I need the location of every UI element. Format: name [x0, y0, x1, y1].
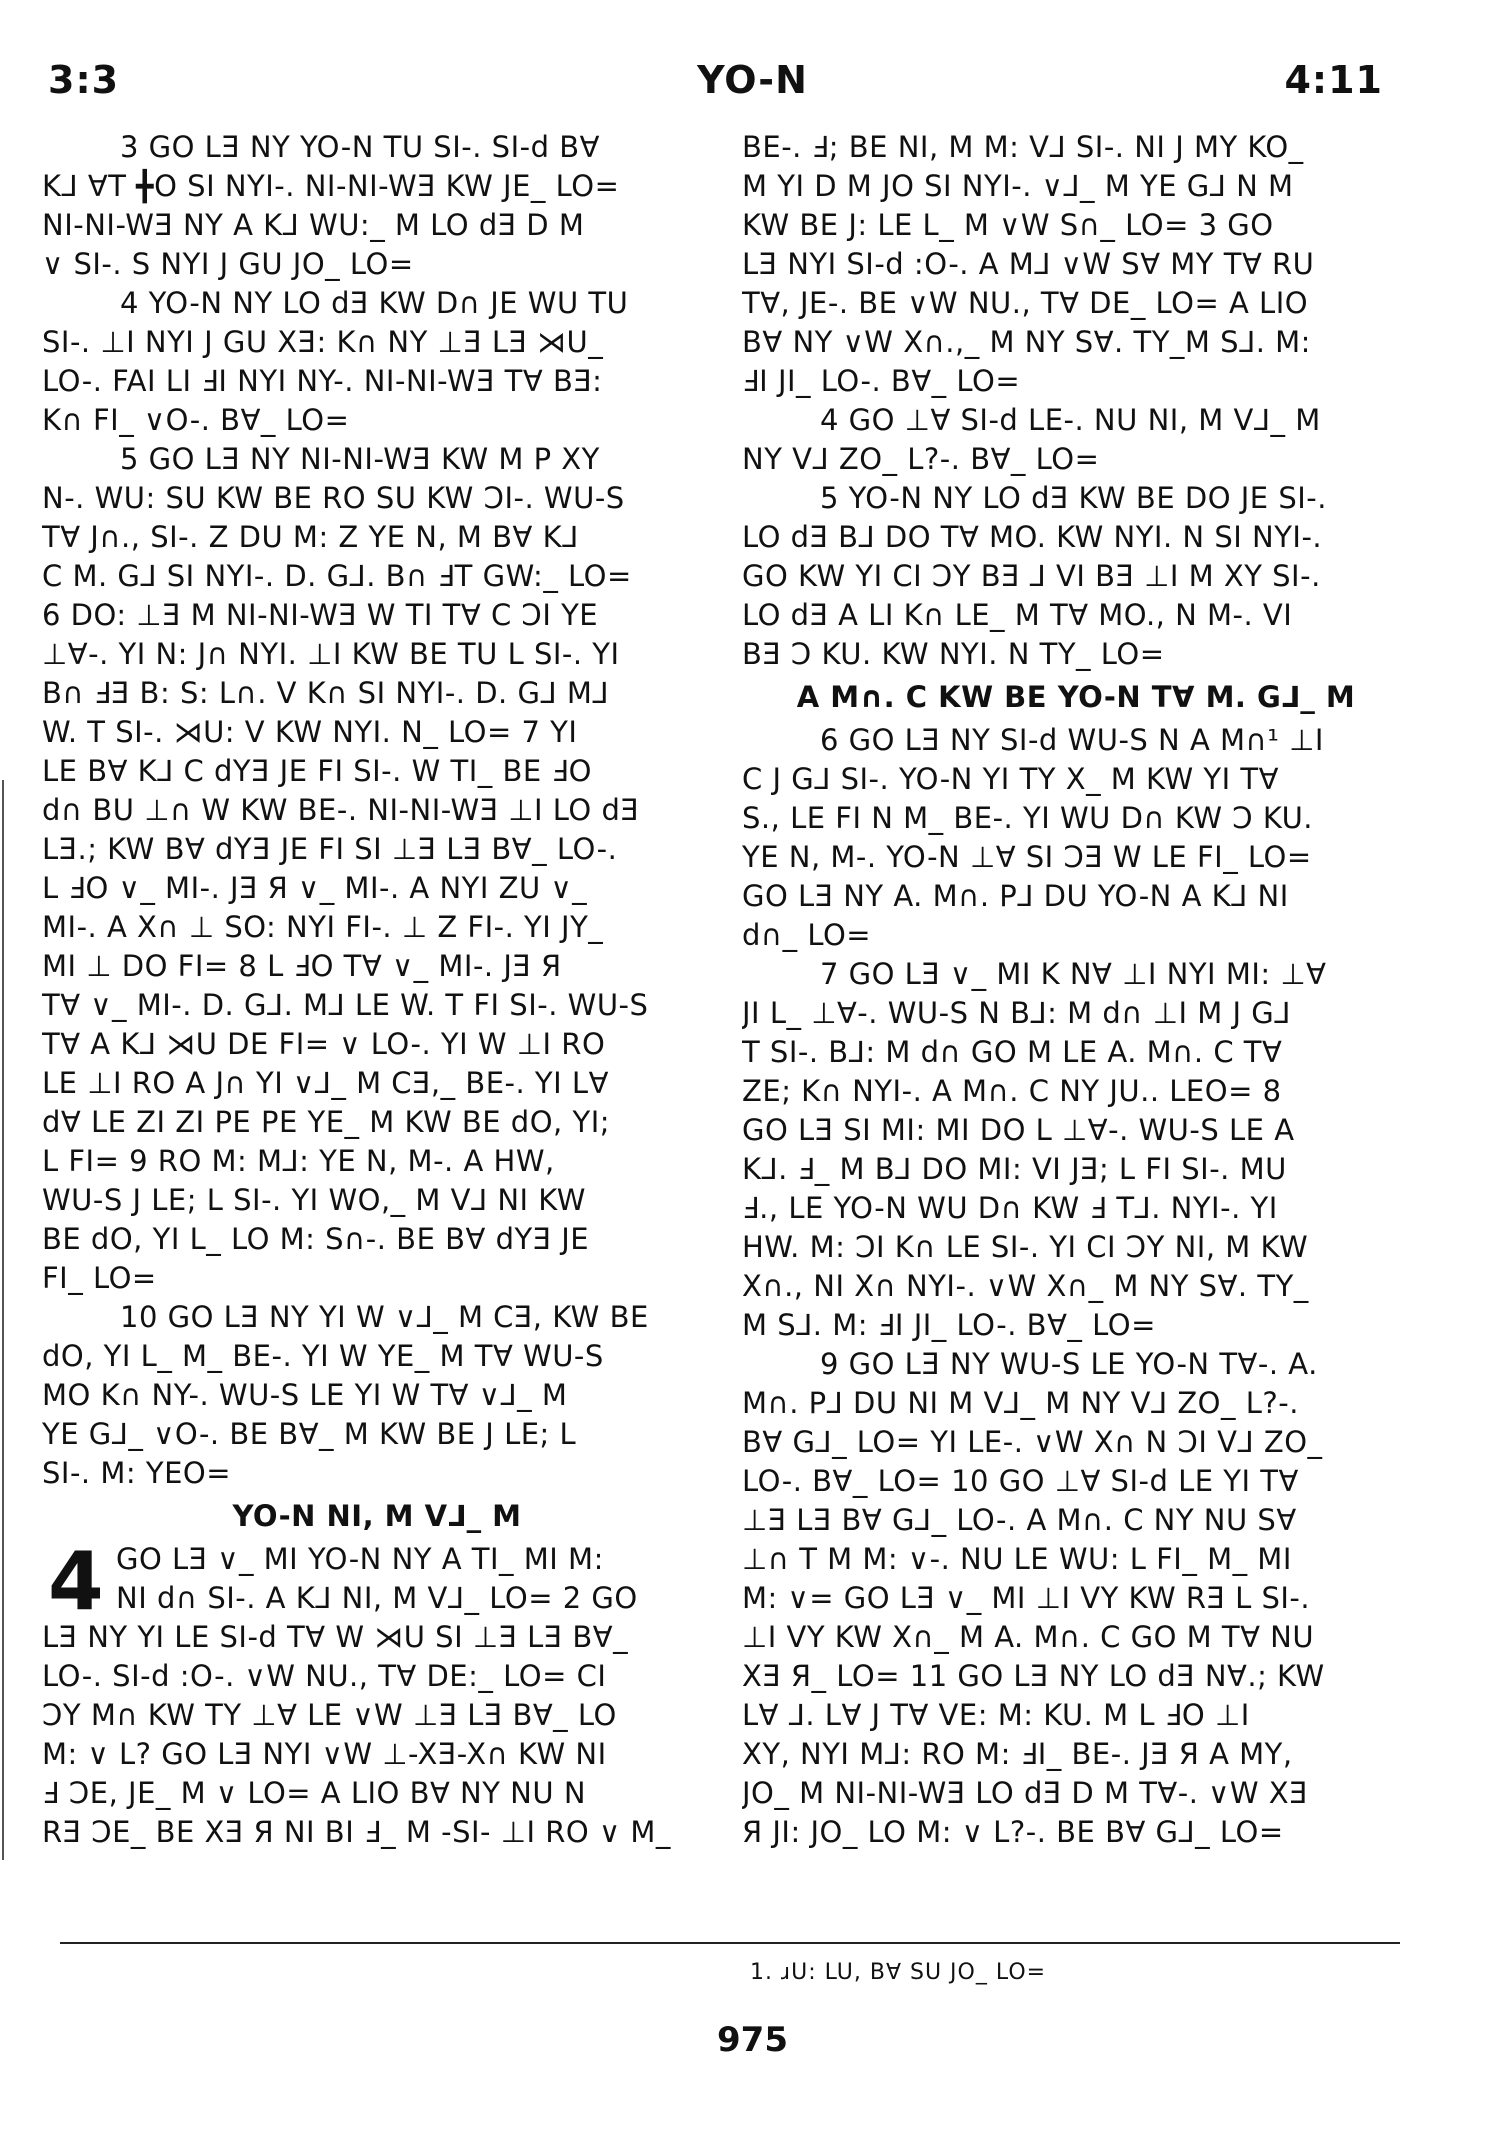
- text-line: LƎ NYI SI-d :O-. A M⅃ ∨W S∀ MY T∀ RU: [742, 247, 1315, 281]
- text-line: XƎ Я_ LO= 11 GO LƎ NY LO dƎ N∀.; KW: [742, 1659, 1325, 1693]
- right-column: [742, 128, 1410, 1852]
- text-line: 6 DO: ⊥Ǝ M NI-NI-WƎ W TI T∀ C ƆI YE: [42, 598, 599, 632]
- text-line: T∀ A K⅃ ⋊U DE FI= ∨ LO-. YI W ⊥I RO: [42, 1027, 606, 1061]
- text-line: B∀ G⅃_ LO= YI LE-. ∨W X∩ N ƆI V⅃ ZO_: [742, 1425, 1323, 1459]
- left-column: [42, 128, 712, 1852]
- text-line: C M. G⅃ SI NYI-. D. G⅃. B∩ ℲT GW:_ LO=: [42, 559, 632, 593]
- text-line: GO LƎ NY A. M∩. P⅃ DU YO-N A K⅃ NI: [742, 879, 1289, 913]
- text-line: 7 GO LƎ ∨_ MI K N∀ ⊥I NYI MI: ⊥∀: [820, 957, 1327, 991]
- footnote-rule: [60, 1942, 1400, 1944]
- text-line: ƆY M∩ KW TY ⊥∀ LE ∨W ⊥Ǝ LƎ B∀_ LO: [42, 1698, 617, 1732]
- text-line: LO-. FAI LI ℲI NYI NY-. NI-NI-WƎ T∀ BƎ:: [42, 364, 603, 398]
- text-line: N-. WU: SU KW BE RO SU KW ƆI-. WU-S: [42, 481, 625, 515]
- page-number: 975: [717, 2020, 788, 2060]
- text-line: d∩ BU ⊥∩ W KW BE-. NI-NI-WƎ ⊥I LO dƎ: [42, 793, 640, 827]
- text-line: B∀ NY ∨W X∩.,_ M NY S∀. TY_M S⅃. M:: [742, 325, 1311, 359]
- text-line: T∀, JE-. BE ∨W NU., T∀ DE_ LO= A LIO: [742, 286, 1309, 320]
- text-line: ⊥∀-. YI N: J∩ NYI. ⊥I KW BE TU L SI-. YI: [42, 637, 620, 671]
- text-line: JI L_ ⊥∀-. WU-S N B⅃: M d∩ ⊥I M J G⅃: [742, 996, 1291, 1030]
- text-line: T∀ ∨_ MI-. D. G⅃. M⅃ LE W. T FI SI-. WU-S: [42, 988, 649, 1022]
- text-line: 3 GO LƎ NY YO-N TU SI-. SI-d B∀: [120, 130, 600, 164]
- text-line: LO-. B∀_ LO= 10 GO ⊥∀ SI-d LE YI T∀: [742, 1464, 1299, 1498]
- text-line: M YI D M JO SI NYI-. ∨⅃_ M YE G⅃ N M: [742, 169, 1294, 203]
- text-line: LE B∀ K⅃ C dYƎ JE FI SI-. W TI_ BE ℲO: [42, 754, 592, 788]
- text-line: 5 GO LƎ NY NI-NI-WƎ KW M P XY: [120, 442, 600, 476]
- text-line: dO, YI L_ M_ BE-. YI W YE_ M T∀ WU-S: [42, 1339, 604, 1373]
- text-line: T∀ J∩., SI-. Z DU M: Z YE N, M B∀ K⅃: [42, 520, 579, 554]
- text-line: K⅃. Ⅎ_ M B⅃ DO MI: VI JƎ; L FI SI-. MU: [742, 1152, 1287, 1186]
- text-line: L FI= 9 RO M: M⅃: YE N, M-. A HW,: [42, 1144, 555, 1178]
- text-line: ⊥∩ T M M: ∨-. NU LE WU: L FI_ M_ MI: [742, 1542, 1292, 1576]
- text-line: KW BE J: LE L_ M ∨W S∩_ LO= 3 GO: [742, 208, 1274, 242]
- text-line: ⊥Ǝ LƎ B∀ G⅃_ LO-. A M∩. C NY NU S∀: [742, 1503, 1297, 1537]
- text-line: ⊥I VY KW X∩_ M A. M∩. C GO M T∀ NU: [742, 1620, 1315, 1654]
- text-line: NI d∩ SI-. A K⅃ NI, M V⅃_ LO= 2 GO: [116, 1581, 638, 1615]
- header-chapter-verse-end: 4:11: [1284, 58, 1383, 102]
- text-line: d∀ LE ZI ZI PE PE YE_ M KW BE dO, YI;: [42, 1105, 611, 1139]
- text-line: S., LE FI N M_ BE-. YI WU D∩ KW Ɔ KU.: [742, 801, 1314, 835]
- text-line: WU-S J LE; L SI-. YI WO,_ M V⅃ NI KW: [42, 1183, 586, 1217]
- text-line: LƎ NY YI LE SI-d T∀ W ⋊U SI ⊥Ǝ LƎ B∀_: [42, 1620, 629, 1654]
- text-line: ∨ SI-. S NYI J GU JO_ LO=: [42, 247, 414, 281]
- text-line: LO dƎ A LI K∩ LE_ M T∀ MO., N M-. VI: [742, 598, 1293, 632]
- footnote: 1. ɹU: LU, B∀ SU JO_ LO=: [750, 1960, 1047, 1985]
- margin-line: [2, 780, 4, 1860]
- chapter-dropcap: 4: [48, 1535, 105, 1628]
- text-line: SI-. ⊥I NYI J GU XƎ: K∩ NY ⊥Ǝ LƎ ⋊U_: [42, 325, 604, 359]
- text-line: JO_ M NI-NI-WƎ LO dƎ D M T∀-. ∨W XƎ: [742, 1776, 1308, 1810]
- text-line: MI ⊥ DO FI= 8 L ℲO T∀ ∨_ MI-. JƎ Я: [42, 949, 562, 983]
- text-line: MO K∩ NY-. WU-S LE YI W T∀ ∨⅃_ M: [42, 1378, 568, 1412]
- text-line: d∩_ LO=: [742, 918, 872, 952]
- text-line: 5 YO-N NY LO dƎ KW BE DO JE SI-.: [820, 481, 1327, 515]
- text-line: 4 YO-N NY LO dƎ KW D∩ JE WU TU: [120, 286, 629, 320]
- text-line: L∀ ⅃. L∀ J T∀ VE: M: KU. M L ℲO ⊥I: [742, 1698, 1250, 1732]
- text-line: GO LƎ ∨_ MI YO-N NY A TI_ MI M:: [116, 1542, 604, 1576]
- text-line: LO dƎ B⅃ DO T∀ MO. KW NYI. N SI NYI-.: [742, 520, 1323, 554]
- text-line: 9 GO LƎ NY WU-S LE YO-N T∀-. A.: [820, 1347, 1318, 1381]
- text-line: Ⅎ ƆE, JE_ M ∨ LO= A LIO B∀ NY NU N: [42, 1776, 587, 1810]
- header-book-title: YO-N: [697, 58, 808, 102]
- text-line: X∩., NI X∩ NYI-. ∨W X∩_ M NY S∀. TY_: [742, 1269, 1309, 1303]
- text-line: NI-NI-WƎ NY A K⅃ WU:_ M LO dƎ D M: [42, 208, 585, 242]
- chapter-start: [42, 1535, 712, 1852]
- text-line: BƎ Ɔ KU. KW NYI. N TY_ LO=: [742, 637, 1165, 671]
- text-line: M: ∨ L? GO LƎ NYI ∨W ⊥-XƎ-X∩ KW NI: [42, 1737, 607, 1771]
- right-column-text: [742, 128, 1410, 674]
- text-line: LO-. SI-d :O-. ∨W NU., T∀ DE:_ LO= CI: [42, 1659, 607, 1693]
- right-column-section-text: [742, 721, 1410, 1852]
- text-line: LE ⊥I RO A J∩ YI ∨⅃_ M CƎ,_ BE-. YI L∀: [42, 1066, 609, 1100]
- header-chapter-verse-start: 3:3: [48, 58, 120, 102]
- text-line: BE dO, YI L_ LO M: S∩-. BE B∀ dYƎ JE: [42, 1222, 590, 1256]
- text-line: Я JI: JO_ LO M: ∨ L?-. BE B∀ G⅃_ LO=: [742, 1815, 1284, 1849]
- text-line: ℲI JI_ LO-. B∀_ LO=: [742, 364, 1021, 398]
- text-line: T SI-. B⅃: M d∩ GO M LE A. M∩. C T∀: [742, 1035, 1283, 1069]
- text-line: 4 GO ⊥∀ SI-d LE-. NU NI, M V⅃_ M: [820, 403, 1321, 437]
- text-line: YE N, M-. YO-N ⊥∀ SI ƆƎ W LE FI_ LO=: [742, 840, 1312, 874]
- text-line: XY, NYI M⅃: RO M: ℲI_ BE-. JƎ Я A MY,: [742, 1737, 1293, 1771]
- text-line: NY V⅃ ZO_ L?-. B∀_ LO=: [742, 442, 1100, 476]
- text-line: MI-. A X∩ ⊥ SO: NYI FI-. ⊥ Z FI-. YI JY_: [42, 910, 604, 944]
- text-line: ZE; K∩ NYI-. A M∩. C NY JU.. LEO= 8: [742, 1074, 1282, 1108]
- text-line: GO KW YI CI ƆY BƎ ⅃ VI BƎ ⊥I M XY SI-.: [742, 559, 1321, 593]
- text-line: RƎ ƆE_ BE XƎ Я NI BI Ⅎ_ M -SI- ⊥I RO ∨ M_: [42, 1815, 671, 1849]
- text-line: M∩. P⅃ DU NI M V⅃_ M NY V⅃ ZO_ L?-.: [742, 1386, 1299, 1420]
- text-line: M S⅃. M: ℲI JI_ LO-. B∀_ LO=: [742, 1308, 1156, 1342]
- text-line: K⅃ ∀T ╋O SI NYI-. NI-NI-WƎ KW JE_ LO=: [42, 169, 620, 203]
- text-line: K∩ FI_ ∨O-. B∀_ LO=: [42, 403, 350, 437]
- text-line: LƎ.; KW B∀ dYƎ JE FI SI ⊥Ǝ LƎ B∀_ LO-.: [42, 832, 618, 866]
- text-line: C J G⅃ SI-. YO-N YI TY X_ M KW YI T∀: [742, 762, 1279, 796]
- left-column-chapter-text: [42, 1535, 712, 1852]
- text-line: 6 GO LƎ NY SI-d WU-S N A M∩¹ ⊥I: [820, 723, 1324, 757]
- text-line: YE G⅃_ ∨O-. BE B∀_ M KW BE J LE; L: [42, 1417, 577, 1451]
- section-heading-right: A M∩. C KW BE YO-N T∀ M. G⅃_ M: [796, 680, 1356, 714]
- text-line: Ⅎ., LE YO-N WU D∩ KW Ⅎ T⅃. NYI-. YI: [742, 1191, 1278, 1225]
- text-line: M: ∨= GO LƎ ∨_ MI ⊥I VY KW RƎ L SI-.: [742, 1581, 1311, 1615]
- section-heading-left: YO-N NI, M V⅃_ M: [232, 1499, 522, 1533]
- text-line: 10 GO LƎ NY YI W ∨⅃_ M CƎ, KW BE: [120, 1300, 649, 1334]
- text-line: L ℲO ∨_ MI-. JƎ Я ∨_ MI-. A NYI ZU ∨_: [42, 871, 588, 905]
- text-line: BE-. Ⅎ; BE NI, M M: V⅃ SI-. NI J MY KO_: [742, 130, 1304, 164]
- text-line: SI-. M: YEO=: [42, 1456, 232, 1490]
- left-column-text: [42, 128, 712, 1493]
- text-line: B∩ ℲƎ B: S: L∩. V K∩ SI NYI-. D. G⅃ M⅃: [42, 676, 610, 710]
- text-line: HW. M: ƆI K∩ LE SI-. YI CI ƆY NI, M KW: [742, 1230, 1309, 1264]
- text-line: W. T SI-. ⋊U: V KW NYI. N_ LO= 7 YI: [42, 715, 578, 749]
- text-line: GO LƎ SI MI: MI DO L ⊥∀-. WU-S LE A: [742, 1113, 1295, 1147]
- text-line: FI_ LO=: [42, 1261, 157, 1295]
